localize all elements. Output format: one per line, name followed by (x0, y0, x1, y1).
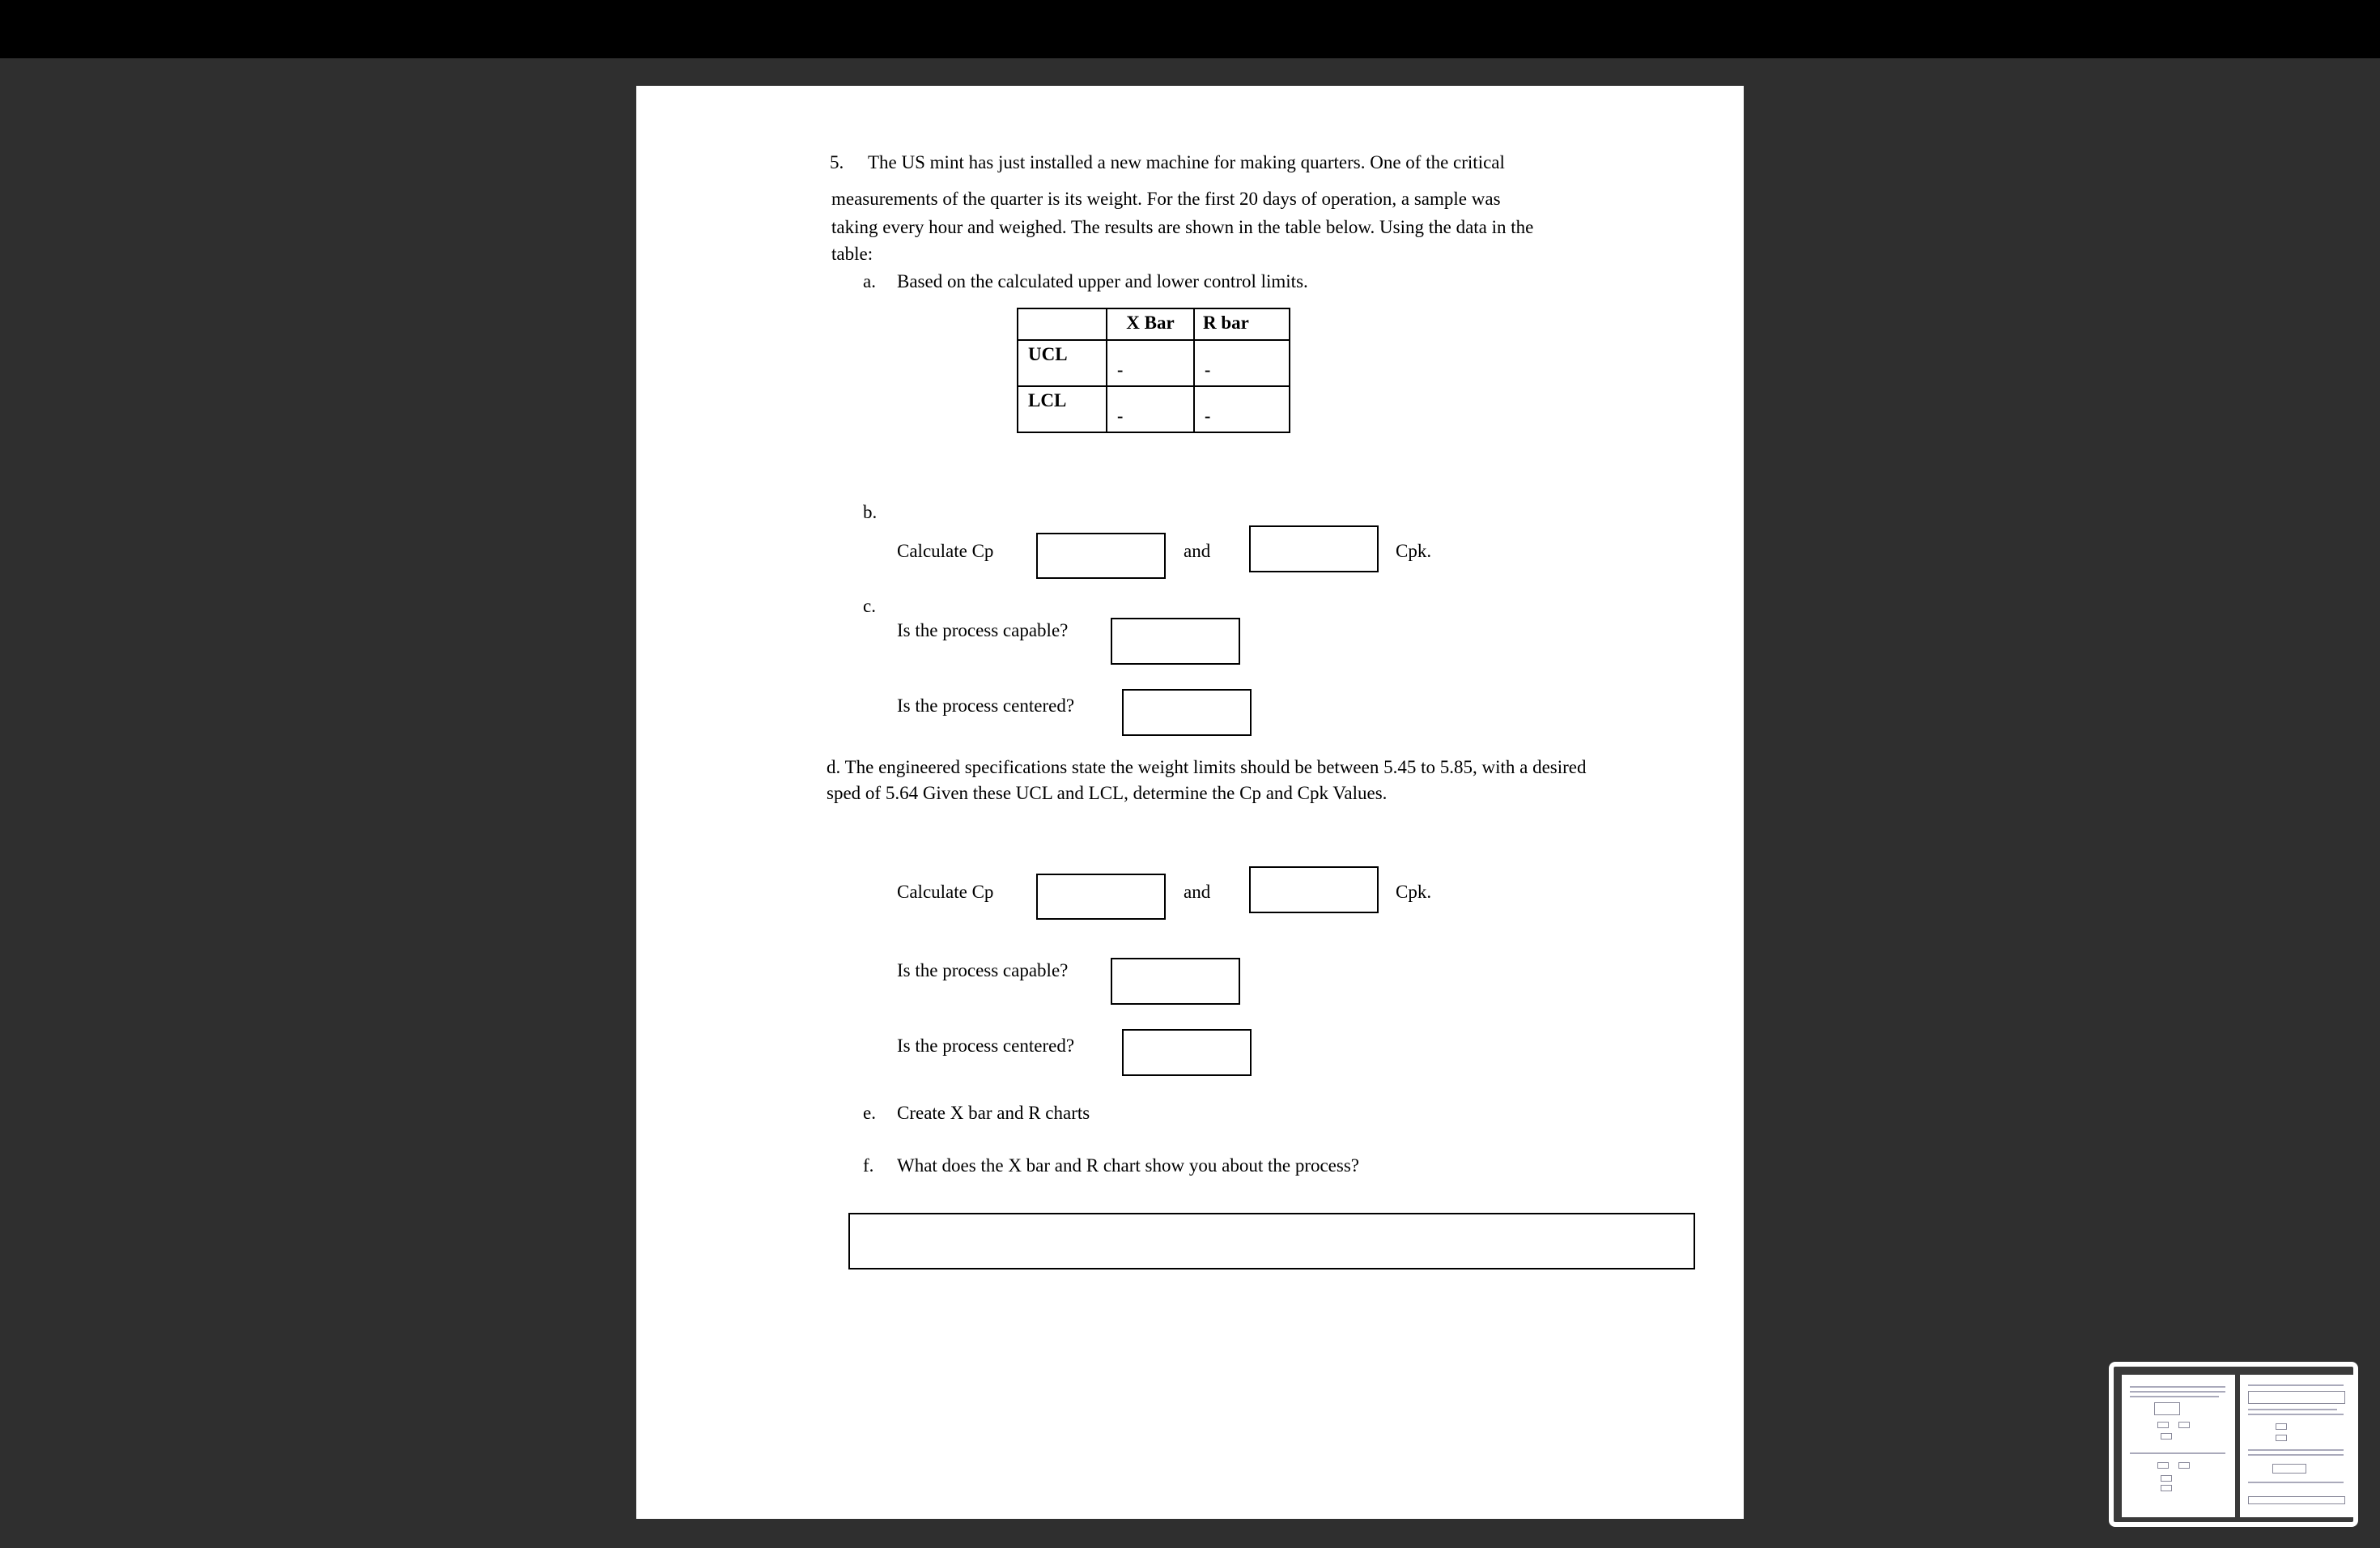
part-c-capable-question: Is the process capable? (897, 620, 1069, 640)
part-d-capable-input[interactable] (1111, 958, 1240, 1005)
intro-line-2: measurements of the quarter is its weight. For the first 20 days of operation, a sample was (831, 189, 1501, 209)
part-c-centered-question: Is the process centered? (897, 695, 1075, 716)
part-c-capable-input[interactable] (1111, 618, 1240, 665)
part-d-capable-question: Is the process capable? (897, 960, 1069, 980)
part-d-text-line-1: d. The engineered specifications state the weight limits should be between 5.45 to 5.85, with a desired (827, 757, 1587, 777)
part-e-letter: e. (863, 1103, 876, 1123)
part-b-cp-input[interactable] (1036, 533, 1166, 579)
part-f-text: What does the X bar and R chart show you about the process? (897, 1155, 1360, 1176)
intro-line-3: taking every hour and weighed. The results are shown in the table below. Using the data in the (831, 217, 1534, 237)
thumbnail-page-2[interactable] (2240, 1375, 2353, 1517)
part-d-cpk-label: Cpk. (1396, 882, 1432, 902)
part-d-cp-input[interactable] (1036, 874, 1166, 920)
part-c-centered-input[interactable] (1122, 689, 1252, 736)
table-cell-lcl-rbar[interactable] (1194, 386, 1290, 432)
part-f-letter: f. (863, 1155, 874, 1176)
table-header-rbar: R bar (1194, 308, 1290, 340)
part-b-calc-label: Calculate Cp (897, 541, 994, 561)
table-row-label-ucl: UCL (1018, 340, 1107, 386)
part-d-centered-question: Is the process centered? (897, 1036, 1075, 1056)
intro-line-1: The US mint has just installed a new machine for making quarters. One of the critical (868, 152, 1505, 172)
part-a-text: Based on the calculated upper and lower control limits. (897, 271, 1308, 291)
thumbnail-page-1[interactable] (2122, 1375, 2235, 1517)
top-bar (0, 0, 2380, 58)
part-e-text: Create X bar and R charts (897, 1103, 1090, 1123)
page-thumbnail-navigator[interactable] (2109, 1362, 2358, 1527)
table-cell-lcl-xbar[interactable] (1107, 386, 1194, 432)
part-c-letter: c. (863, 596, 876, 616)
lcl-rbar-value: - (1205, 406, 1211, 426)
part-b-letter: b. (863, 502, 878, 522)
part-b-cpk-label: Cpk. (1396, 541, 1432, 561)
intro-line-4: table: (831, 244, 873, 264)
part-d-centered-input[interactable] (1122, 1029, 1252, 1076)
part-a-letter: a. (863, 271, 876, 291)
document-page (636, 86, 1744, 1519)
ucl-xbar-value: - (1117, 359, 1124, 380)
part-d-text-line-2: sped of 5.64 Given these UCL and LCL, determine the Cp and Cpk Values. (827, 783, 1388, 803)
lcl-xbar-value: - (1117, 406, 1124, 426)
table-corner-cell (1018, 308, 1107, 340)
table-cell-ucl-xbar[interactable] (1107, 340, 1194, 386)
table-header-xbar: X Bar (1107, 308, 1194, 340)
part-d-cpk-input[interactable] (1249, 866, 1379, 913)
part-d-calc-label: Calculate Cp (897, 882, 994, 902)
ucl-rbar-value: - (1205, 359, 1211, 380)
control-limits-table (1017, 308, 1290, 433)
table-cell-ucl-rbar[interactable] (1194, 340, 1290, 386)
part-d-and-label: and (1184, 882, 1211, 902)
table-row-label-lcl: LCL (1018, 386, 1107, 432)
part-f-answer-input[interactable] (848, 1213, 1695, 1269)
part-b-cpk-input[interactable] (1249, 525, 1379, 572)
part-b-and-label: and (1184, 541, 1211, 561)
question-number: 5. (830, 152, 844, 172)
